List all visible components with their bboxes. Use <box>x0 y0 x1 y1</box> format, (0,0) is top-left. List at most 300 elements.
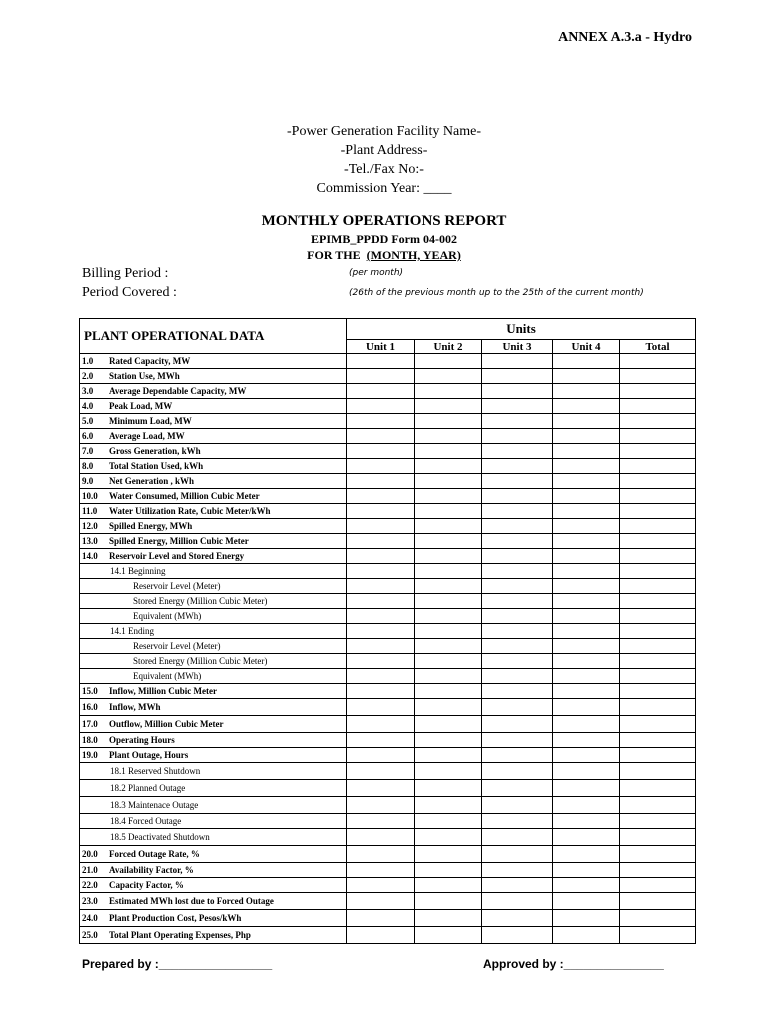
row-label: Gross Generation, kWh <box>109 446 201 456</box>
table-header-row <box>80 319 696 340</box>
unit-4-cell[interactable] <box>553 369 620 384</box>
total-cell[interactable] <box>620 489 696 504</box>
total-cell[interactable] <box>620 763 696 780</box>
total-cell[interactable] <box>620 384 696 399</box>
row-number: 24.0 <box>82 913 98 923</box>
row-label-cell <box>80 639 347 654</box>
row-number: 6.0 <box>82 431 94 441</box>
row-label-cell <box>80 504 347 519</box>
total-cell[interactable] <box>620 878 696 893</box>
total-cell[interactable] <box>620 927 696 944</box>
row-label-cell <box>80 733 347 748</box>
unit-1-header: Unit 1 <box>347 340 415 354</box>
unit-4-cell[interactable] <box>553 780 620 797</box>
row-label: Average Load, MW <box>109 431 185 441</box>
unit-4-cell[interactable] <box>553 699 620 716</box>
total-cell[interactable] <box>620 399 696 414</box>
row-label-cell <box>80 414 347 429</box>
unit-2-cell[interactable] <box>415 594 482 609</box>
unit-2-cell[interactable] <box>415 927 482 944</box>
unit-2-cell[interactable] <box>415 733 482 748</box>
total-cell[interactable] <box>620 654 696 669</box>
unit-3-cell[interactable] <box>482 519 553 534</box>
unit-1-cell[interactable] <box>347 474 415 489</box>
unit-3-cell[interactable] <box>482 549 553 564</box>
unit-4-cell[interactable] <box>553 654 620 669</box>
total-cell[interactable] <box>620 594 696 609</box>
unit-2-cell[interactable] <box>415 504 482 519</box>
unit-1-cell[interactable] <box>347 609 415 624</box>
row-label-cell <box>80 594 347 609</box>
row-label-cell <box>80 748 347 763</box>
unit-4-cell[interactable] <box>553 846 620 863</box>
unit-3-cell[interactable] <box>482 814 553 829</box>
unit-4-cell[interactable] <box>553 384 620 399</box>
unit-2-cell[interactable] <box>415 699 482 716</box>
unit-3-cell[interactable] <box>482 829 553 846</box>
unit-4-cell[interactable] <box>553 354 620 369</box>
unit-1-cell[interactable] <box>347 459 415 474</box>
unit-4-cell[interactable] <box>553 414 620 429</box>
table-row <box>80 624 696 639</box>
unit-1-cell[interactable] <box>347 716 415 733</box>
row-label-cell <box>80 927 347 944</box>
table-row <box>80 893 696 910</box>
row-number: 12.0 <box>82 521 98 531</box>
unit-2-cell[interactable] <box>415 624 482 639</box>
unit-4-cell[interactable] <box>553 429 620 444</box>
total-cell[interactable] <box>620 459 696 474</box>
row-label: Water Utilization Rate, Cubic Meter/kWh <box>109 506 271 516</box>
unit-3-cell[interactable] <box>482 910 553 927</box>
operational-data-table <box>79 318 696 944</box>
row-label: 14.1 Beginning <box>110 566 166 576</box>
unit-4-cell[interactable] <box>553 474 620 489</box>
approved-by: Approved by :_______________ <box>483 957 664 971</box>
unit-3-cell[interactable] <box>482 354 553 369</box>
unit-3-cell[interactable] <box>482 669 553 684</box>
unit-4-cell[interactable] <box>553 609 620 624</box>
unit-4-cell[interactable] <box>553 639 620 654</box>
unit-4-cell[interactable] <box>553 399 620 414</box>
unit-4-cell[interactable] <box>553 814 620 829</box>
row-number: 3.0 <box>82 386 94 396</box>
unit-1-cell[interactable] <box>347 444 415 459</box>
unit-1-cell[interactable] <box>347 639 415 654</box>
unit-3-cell[interactable] <box>482 474 553 489</box>
unit-2-cell[interactable] <box>415 384 482 399</box>
total-cell[interactable] <box>620 669 696 684</box>
unit-3-cell[interactable] <box>482 384 553 399</box>
unit-1-cell[interactable] <box>347 564 415 579</box>
row-label: 18.4 Forced Outage <box>110 816 182 826</box>
row-label-cell <box>80 669 347 684</box>
unit-4-cell[interactable] <box>553 549 620 564</box>
unit-2-cell[interactable] <box>415 878 482 893</box>
unit-1-cell[interactable] <box>347 504 415 519</box>
unit-2-cell[interactable] <box>415 748 482 763</box>
unit-2-cell[interactable] <box>415 910 482 927</box>
table-row <box>80 684 696 699</box>
row-label: Minimum Load, MW <box>109 416 192 426</box>
unit-3-cell[interactable] <box>482 459 553 474</box>
unit-2-cell[interactable] <box>415 444 482 459</box>
table-row <box>80 579 696 594</box>
row-label: Capacity Factor, % <box>109 880 184 890</box>
row-label-cell <box>80 863 347 878</box>
unit-4-cell[interactable] <box>553 489 620 504</box>
unit-2-cell[interactable] <box>415 579 482 594</box>
row-label: Equivalent (MWh) <box>133 671 202 681</box>
unit-3-cell[interactable] <box>482 684 553 699</box>
annex-label: ANNEX A.3.a - Hydro <box>558 30 692 45</box>
row-label-cell <box>80 579 347 594</box>
total-cell[interactable] <box>620 846 696 863</box>
unit-3-cell[interactable] <box>482 579 553 594</box>
row-label-cell <box>80 609 347 624</box>
unit-4-cell[interactable] <box>553 444 620 459</box>
unit-3-cell[interactable] <box>482 504 553 519</box>
unit-4-cell[interactable] <box>553 624 620 639</box>
row-label: Outflow, Million Cubic Meter <box>109 719 224 729</box>
total-cell[interactable] <box>620 716 696 733</box>
unit-2-cell[interactable] <box>415 763 482 780</box>
unit-2-cell[interactable] <box>415 893 482 910</box>
plant-address: -Plant Address- <box>340 143 428 158</box>
unit-4-cell[interactable] <box>553 878 620 893</box>
unit-2-cell[interactable] <box>415 369 482 384</box>
row-label-cell <box>80 878 347 893</box>
unit-4-header: Unit 4 <box>553 340 620 354</box>
unit-3-cell[interactable] <box>482 797 553 814</box>
unit-2-cell[interactable] <box>415 716 482 733</box>
row-label-cell <box>80 893 347 910</box>
unit-4-cell[interactable] <box>553 797 620 814</box>
unit-1-cell[interactable] <box>347 519 415 534</box>
unit-4-cell[interactable] <box>553 459 620 474</box>
total-cell[interactable] <box>620 684 696 699</box>
unit-3-cell[interactable] <box>482 748 553 763</box>
row-number: 21.0 <box>82 865 98 875</box>
unit-2-cell[interactable] <box>415 534 482 549</box>
table-row <box>80 414 696 429</box>
unit-2-cell[interactable] <box>415 564 482 579</box>
unit-2-cell[interactable] <box>415 669 482 684</box>
unit-4-cell[interactable] <box>553 716 620 733</box>
table-row <box>80 846 696 863</box>
total-cell[interactable] <box>620 549 696 564</box>
unit-1-cell[interactable] <box>347 549 415 564</box>
unit-1-cell[interactable] <box>347 414 415 429</box>
unit-3-cell[interactable] <box>482 399 553 414</box>
unit-1-cell[interactable] <box>347 797 415 814</box>
unit-2-cell[interactable] <box>415 609 482 624</box>
unit-3-cell[interactable] <box>482 489 553 504</box>
row-label-cell <box>80 384 347 399</box>
commission-year: Commission Year: ____ <box>316 181 452 196</box>
total-cell[interactable] <box>620 369 696 384</box>
unit-4-cell[interactable] <box>553 733 620 748</box>
total-cell[interactable] <box>620 893 696 910</box>
unit-1-cell[interactable] <box>347 654 415 669</box>
total-cell[interactable] <box>620 564 696 579</box>
unit-1-cell[interactable] <box>347 399 415 414</box>
row-label: Plant Outage, Hours <box>109 750 189 760</box>
total-cell[interactable] <box>620 474 696 489</box>
unit-2-cell[interactable] <box>415 399 482 414</box>
total-cell[interactable] <box>620 829 696 846</box>
table-row <box>80 654 696 669</box>
unit-3-cell[interactable] <box>482 733 553 748</box>
unit-4-cell[interactable] <box>553 893 620 910</box>
table-row <box>80 384 696 399</box>
unit-1-cell[interactable] <box>347 429 415 444</box>
row-label: Total Plant Operating Expenses, Php <box>109 930 251 940</box>
row-label: 18.5 Deactivated Shutdown <box>110 832 210 842</box>
row-number: 14.0 <box>82 551 98 561</box>
unit-1-cell[interactable] <box>347 910 415 927</box>
unit-3-cell[interactable] <box>482 624 553 639</box>
row-label-cell <box>80 846 347 863</box>
table-row <box>80 878 696 893</box>
row-label: Average Dependable Capacity, MW <box>109 386 247 396</box>
unit-1-cell[interactable] <box>347 878 415 893</box>
unit-1-cell[interactable] <box>347 369 415 384</box>
row-label: Reservoir Level (Meter) <box>133 641 221 651</box>
unit-2-cell[interactable] <box>415 814 482 829</box>
total-cell[interactable] <box>620 814 696 829</box>
unit-2-cell[interactable] <box>415 684 482 699</box>
row-label: Stored Energy (Million Cubic Meter) <box>133 596 268 606</box>
unit-2-cell[interactable] <box>415 549 482 564</box>
unit-3-header: Unit 3 <box>482 340 553 354</box>
unit-1-cell[interactable] <box>347 489 415 504</box>
form-number: EPIMB_PPDD Form 04-002 <box>311 232 457 246</box>
row-number: 10.0 <box>82 491 98 501</box>
total-cell[interactable] <box>620 733 696 748</box>
unit-3-cell[interactable] <box>482 534 553 549</box>
table-row <box>80 669 696 684</box>
unit-3-cell[interactable] <box>482 369 553 384</box>
table-row <box>80 519 696 534</box>
row-label-cell <box>80 474 347 489</box>
unit-2-cell[interactable] <box>415 654 482 669</box>
unit-3-cell[interactable] <box>482 878 553 893</box>
unit-2-cell[interactable] <box>415 797 482 814</box>
row-number: 8.0 <box>82 461 94 471</box>
total-cell[interactable] <box>620 624 696 639</box>
table-row <box>80 549 696 564</box>
total-cell[interactable] <box>620 609 696 624</box>
table-row <box>80 489 696 504</box>
unit-3-cell[interactable] <box>482 716 553 733</box>
total-cell[interactable] <box>620 910 696 927</box>
row-label: Water Consumed, Million Cubic Meter <box>109 491 260 501</box>
row-number: 18.0 <box>82 735 98 745</box>
unit-2-cell[interactable] <box>415 519 482 534</box>
unit-3-cell[interactable] <box>482 564 553 579</box>
table-row <box>80 429 696 444</box>
unit-1-cell[interactable] <box>347 579 415 594</box>
unit-1-cell[interactable] <box>347 594 415 609</box>
unit-1-cell[interactable] <box>347 814 415 829</box>
unit-3-cell[interactable] <box>482 414 553 429</box>
total-cell[interactable] <box>620 863 696 878</box>
unit-1-cell[interactable] <box>347 763 415 780</box>
total-cell[interactable] <box>620 780 696 797</box>
unit-1-cell[interactable] <box>347 748 415 763</box>
total-cell[interactable] <box>620 797 696 814</box>
unit-3-cell[interactable] <box>482 927 553 944</box>
row-label-cell <box>80 564 347 579</box>
unit-2-cell[interactable] <box>415 829 482 846</box>
unit-1-cell[interactable] <box>347 893 415 910</box>
unit-3-cell[interactable] <box>482 846 553 863</box>
unit-3-cell[interactable] <box>482 429 553 444</box>
row-label: Inflow, MWh <box>109 702 161 712</box>
total-cell[interactable] <box>620 429 696 444</box>
unit-3-cell[interactable] <box>482 699 553 716</box>
unit-1-cell[interactable] <box>347 684 415 699</box>
row-label: Equivalent (MWh) <box>133 611 202 621</box>
unit-4-cell[interactable] <box>553 863 620 878</box>
unit-2-cell[interactable] <box>415 474 482 489</box>
total-cell[interactable] <box>620 579 696 594</box>
row-label: Rated Capacity, MW <box>109 356 191 366</box>
unit-4-cell[interactable] <box>553 748 620 763</box>
row-label: 14.1 Ending <box>110 626 154 636</box>
row-number: 22.0 <box>82 880 98 890</box>
unit-1-cell[interactable] <box>347 384 415 399</box>
row-label-cell <box>80 459 347 474</box>
total-cell[interactable] <box>620 534 696 549</box>
table-row <box>80 534 696 549</box>
row-number: 15.0 <box>82 686 98 696</box>
table-row <box>80 814 696 829</box>
table-row <box>80 797 696 814</box>
unit-4-cell[interactable] <box>553 669 620 684</box>
row-label: 18.3 Maintenace Outage <box>110 800 199 810</box>
unit-3-cell[interactable] <box>482 893 553 910</box>
unit-1-cell[interactable] <box>347 927 415 944</box>
period-line <box>0 248 768 263</box>
row-label-cell <box>80 354 347 369</box>
table-row <box>80 639 696 654</box>
row-number: 16.0 <box>82 702 98 712</box>
row-label-cell <box>80 763 347 780</box>
unit-4-cell[interactable] <box>553 927 620 944</box>
unit-1-cell[interactable] <box>347 669 415 684</box>
unit-4-cell[interactable] <box>553 579 620 594</box>
tel-fax: -Tel./Fax No:- <box>344 162 424 177</box>
unit-4-cell[interactable] <box>553 564 620 579</box>
row-label: 18.1 Reserved Shutdown <box>110 766 201 776</box>
period-covered-note: (26th of the previous month up to the 25th of the current month) <box>349 288 644 298</box>
unit-3-cell[interactable] <box>482 780 553 797</box>
row-label-cell <box>80 519 347 534</box>
unit-2-cell[interactable] <box>415 639 482 654</box>
row-label-cell <box>80 549 347 564</box>
row-number: 7.0 <box>82 446 94 456</box>
row-label-cell <box>80 716 347 733</box>
unit-3-cell[interactable] <box>482 609 553 624</box>
total-cell[interactable] <box>620 444 696 459</box>
unit-4-cell[interactable] <box>553 763 620 780</box>
unit-3-cell[interactable] <box>482 763 553 780</box>
total-cell[interactable] <box>620 748 696 763</box>
total-cell[interactable] <box>620 699 696 716</box>
unit-2-cell[interactable] <box>415 846 482 863</box>
unit-3-cell[interactable] <box>482 639 553 654</box>
row-label: Plant Production Cost, Pesos/kWh <box>109 913 242 923</box>
row-label: 18.2 Planned Outage <box>110 783 186 793</box>
unit-4-cell[interactable] <box>553 519 620 534</box>
month-year-placeholder: (MONTH, YEAR) <box>366 248 461 262</box>
unit-3-cell[interactable] <box>482 654 553 669</box>
unit-3-cell[interactable] <box>482 444 553 459</box>
table-row <box>80 504 696 519</box>
unit-2-cell[interactable] <box>415 429 482 444</box>
unit-1-cell[interactable] <box>347 624 415 639</box>
unit-1-cell[interactable] <box>347 733 415 748</box>
facility-name: -Power Generation Facility Name- <box>287 124 481 139</box>
unit-2-cell[interactable] <box>415 780 482 797</box>
unit-1-cell[interactable] <box>347 829 415 846</box>
unit-1-cell[interactable] <box>347 534 415 549</box>
unit-1-cell[interactable] <box>347 846 415 863</box>
unit-4-cell[interactable] <box>553 504 620 519</box>
unit-4-cell[interactable] <box>553 594 620 609</box>
row-label-cell <box>80 684 347 699</box>
unit-1-cell[interactable] <box>347 699 415 716</box>
total-cell[interactable] <box>620 639 696 654</box>
row-label: Availability Factor, % <box>109 865 194 875</box>
unit-3-cell[interactable] <box>482 863 553 878</box>
unit-1-cell[interactable] <box>347 863 415 878</box>
plant-operational-data-header: PLANT OPERATIONAL DATA <box>80 319 347 354</box>
row-label: Net Generation , kWh <box>109 476 194 486</box>
unit-4-cell[interactable] <box>553 684 620 699</box>
unit-2-header: Unit 2 <box>415 340 482 354</box>
unit-2-cell[interactable] <box>415 489 482 504</box>
unit-2-cell[interactable] <box>415 863 482 878</box>
unit-4-cell[interactable] <box>553 829 620 846</box>
total-cell[interactable] <box>620 504 696 519</box>
table-row <box>80 594 696 609</box>
period-covered-label: Period Covered : <box>82 285 177 300</box>
unit-2-cell[interactable] <box>415 354 482 369</box>
table-body <box>80 354 696 944</box>
unit-4-cell[interactable] <box>553 910 620 927</box>
row-label: Inflow, Million Cubic Meter <box>109 686 217 696</box>
billing-period-label: Billing Period : <box>82 266 169 281</box>
total-cell[interactable] <box>620 354 696 369</box>
unit-2-cell[interactable] <box>415 414 482 429</box>
row-number: 5.0 <box>82 416 94 426</box>
row-label: Total Station Used, kWh <box>109 461 204 471</box>
table-row <box>80 354 696 369</box>
row-label-cell <box>80 534 347 549</box>
total-cell[interactable] <box>620 519 696 534</box>
unit-1-cell[interactable] <box>347 780 415 797</box>
unit-2-cell[interactable] <box>415 459 482 474</box>
table-row <box>80 459 696 474</box>
row-number: 25.0 <box>82 930 98 940</box>
total-cell[interactable] <box>620 414 696 429</box>
unit-3-cell[interactable] <box>482 594 553 609</box>
unit-1-cell[interactable] <box>347 354 415 369</box>
unit-4-cell[interactable] <box>553 534 620 549</box>
